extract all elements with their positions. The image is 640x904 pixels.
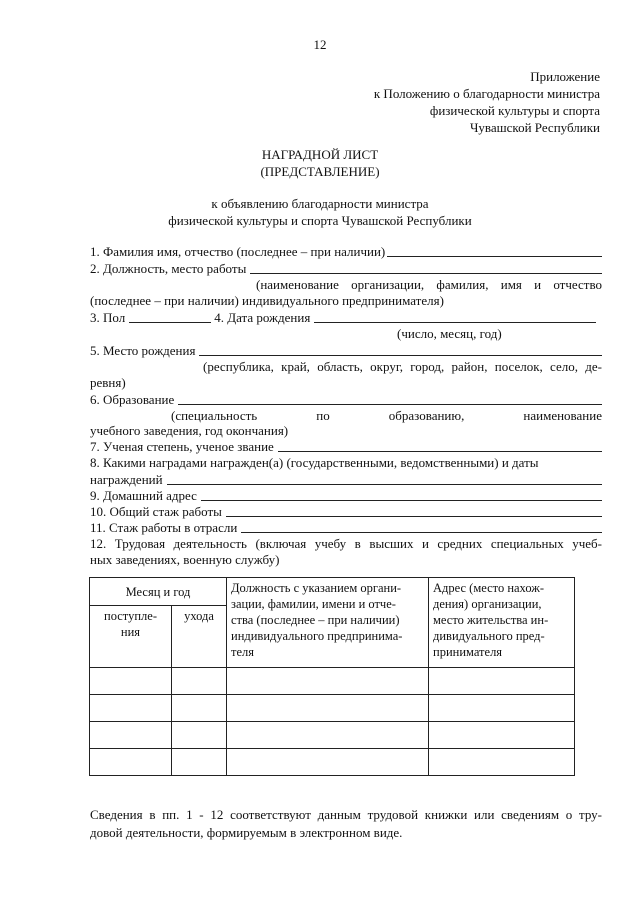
table-cell[interactable] <box>227 695 429 722</box>
form-title: НАГРАДНОЙ ЛИСТ <box>261 147 379 162</box>
field-1-input[interactable] <box>387 244 602 257</box>
appendix-block <box>374 68 600 136</box>
table-cell[interactable] <box>172 668 227 695</box>
field-4-input[interactable] <box>314 310 596 323</box>
field-5-hint-line-2: ревня) <box>90 375 126 390</box>
field-8-input[interactable] <box>167 472 602 485</box>
field-6-hint-word: (специальность <box>171 408 258 423</box>
column-address-line: Адрес (место нахож- <box>433 581 545 595</box>
field-10-row <box>90 504 602 520</box>
table-header-row <box>90 578 575 606</box>
field-10-input[interactable] <box>226 504 602 517</box>
appendix-line-2: к Положению о благодарности министра <box>373 86 600 101</box>
table-cell[interactable] <box>172 722 227 749</box>
table-row <box>90 722 575 749</box>
field-3-input[interactable] <box>129 310 211 323</box>
table-row <box>90 749 575 776</box>
table-cell[interactable] <box>172 749 227 776</box>
field-7-row <box>90 439 602 455</box>
table-cell[interactable] <box>90 695 172 722</box>
field-2-hint-line-2: (последнее – при наличии) индивидуального предпринимателя) <box>90 293 444 308</box>
appendix-line-3: физической культуры и спорта <box>429 103 600 118</box>
field-6-hint-word: наименование <box>523 408 602 423</box>
field-3-4-row <box>90 310 602 326</box>
field-8-row <box>90 472 602 488</box>
field-1-label: 1. Фамилия имя, отчество (последнее – при наличии) <box>90 244 386 259</box>
field-5-input[interactable] <box>199 343 602 356</box>
table-row <box>90 695 575 722</box>
page-number: 12 <box>313 37 327 52</box>
table-cell[interactable] <box>429 695 575 722</box>
column-address-line: дивидуального пред- <box>433 629 545 643</box>
footer-note <box>90 806 602 842</box>
column-position-line: индивидуального предпринима- <box>231 629 403 643</box>
column-exit: ухода <box>172 606 227 668</box>
field-11-row <box>90 520 602 536</box>
field-2-label: 2. Должность, место работы <box>90 261 247 276</box>
column-position <box>227 578 429 668</box>
table-cell[interactable] <box>172 695 227 722</box>
field-6-input[interactable] <box>178 392 602 405</box>
field-9-label: 9. Домашний адрес <box>90 488 197 503</box>
field-6-hint-word: образованию, <box>388 408 465 423</box>
column-address <box>429 578 575 668</box>
table-cell[interactable] <box>227 722 429 749</box>
field-12-label-line-1: 12. Трудовая деятельность (включая учебу в высших и средних специальных учеб- <box>90 536 602 551</box>
field-2-hint-line-1: (наименование организации, фамилия, имя и отчество <box>256 277 602 292</box>
employment-table <box>89 577 575 776</box>
field-9-input[interactable] <box>201 488 602 501</box>
field-6-hint-word: по <box>316 408 330 423</box>
form-subtitle: (ПРЕДСТАВЛЕНИЕ) <box>260 164 380 179</box>
footer-line-2: довой деятельности, формируемым в электронном виде. <box>90 825 403 840</box>
table-cell[interactable] <box>227 668 429 695</box>
field-6-row <box>90 392 602 408</box>
field-7-input[interactable] <box>278 439 602 452</box>
table-cell[interactable] <box>90 749 172 776</box>
field-8-label-line-1: 8. Какими наградами награжден(а) (государственными, ведомственными) и даты <box>90 455 539 470</box>
column-entry-line: ния <box>120 625 141 639</box>
column-address-line: место жительства ин- <box>433 613 549 627</box>
field-4-hint: (число, месяц, год) <box>397 326 502 341</box>
column-month-year: Месяц и год <box>90 578 227 606</box>
field-6-hint-line-2: учебного заведения, год окончания) <box>90 423 289 438</box>
field-2-row <box>90 261 602 277</box>
table-cell[interactable] <box>429 722 575 749</box>
column-position-line: Должность с указанием органи- <box>231 581 402 595</box>
column-position-line: теля <box>231 645 254 659</box>
field-6-hint-line-1 <box>171 408 602 424</box>
table-cell[interactable] <box>90 668 172 695</box>
field-8-label-line-2: награждений <box>90 472 163 487</box>
column-position-line: ства (последнее – при наличии) <box>231 613 400 627</box>
field-9-row <box>90 488 602 504</box>
column-entry <box>90 606 172 668</box>
field-11-input[interactable] <box>241 520 602 533</box>
field-6-label: 6. Образование <box>90 392 175 407</box>
field-12-label-line-2: ных заведениях, военную службу) <box>90 552 280 567</box>
field-5-row <box>90 343 602 359</box>
field-11-label: 11. Стаж работы в отрасли <box>90 520 238 535</box>
column-address-line: дения) организации, <box>433 597 542 611</box>
table-row <box>90 668 575 695</box>
table-cell[interactable] <box>429 668 575 695</box>
field-4-label: 4. Дата рождения <box>214 310 311 325</box>
table-cell[interactable] <box>227 749 429 776</box>
field-5-hint-line-1: (республика, край, область, округ, город, район, поселок, село, де- <box>203 359 602 374</box>
field-5-label: 5. Место рождения <box>90 343 196 358</box>
field-2-input[interactable] <box>250 261 602 274</box>
column-address-line: принимателя <box>433 645 503 659</box>
form-purpose-line-1: к объявлению благодарности министра <box>211 196 429 211</box>
column-position-line: зации, фамилии, имени и отче- <box>231 597 396 611</box>
appendix-line-4: Чувашской Республики <box>469 120 600 135</box>
appendix-line-1: Приложение <box>530 69 600 84</box>
field-10-label: 10. Общий стаж работы <box>90 504 222 519</box>
footer-line-1: Сведения в пп. 1 - 12 соответствуют данным трудовой книжки или сведениям о тру- <box>90 807 602 822</box>
field-1-row <box>90 244 602 260</box>
field-7-label: 7. Ученая степень, ученое звание <box>90 439 274 454</box>
table-cell[interactable] <box>90 722 172 749</box>
field-3-label: 3. Пол <box>90 310 126 325</box>
form-purpose-line-2: физической культуры и спорта Чувашской Республики <box>168 213 472 228</box>
table-cell[interactable] <box>429 749 575 776</box>
column-entry-line: поступле- <box>104 609 157 623</box>
